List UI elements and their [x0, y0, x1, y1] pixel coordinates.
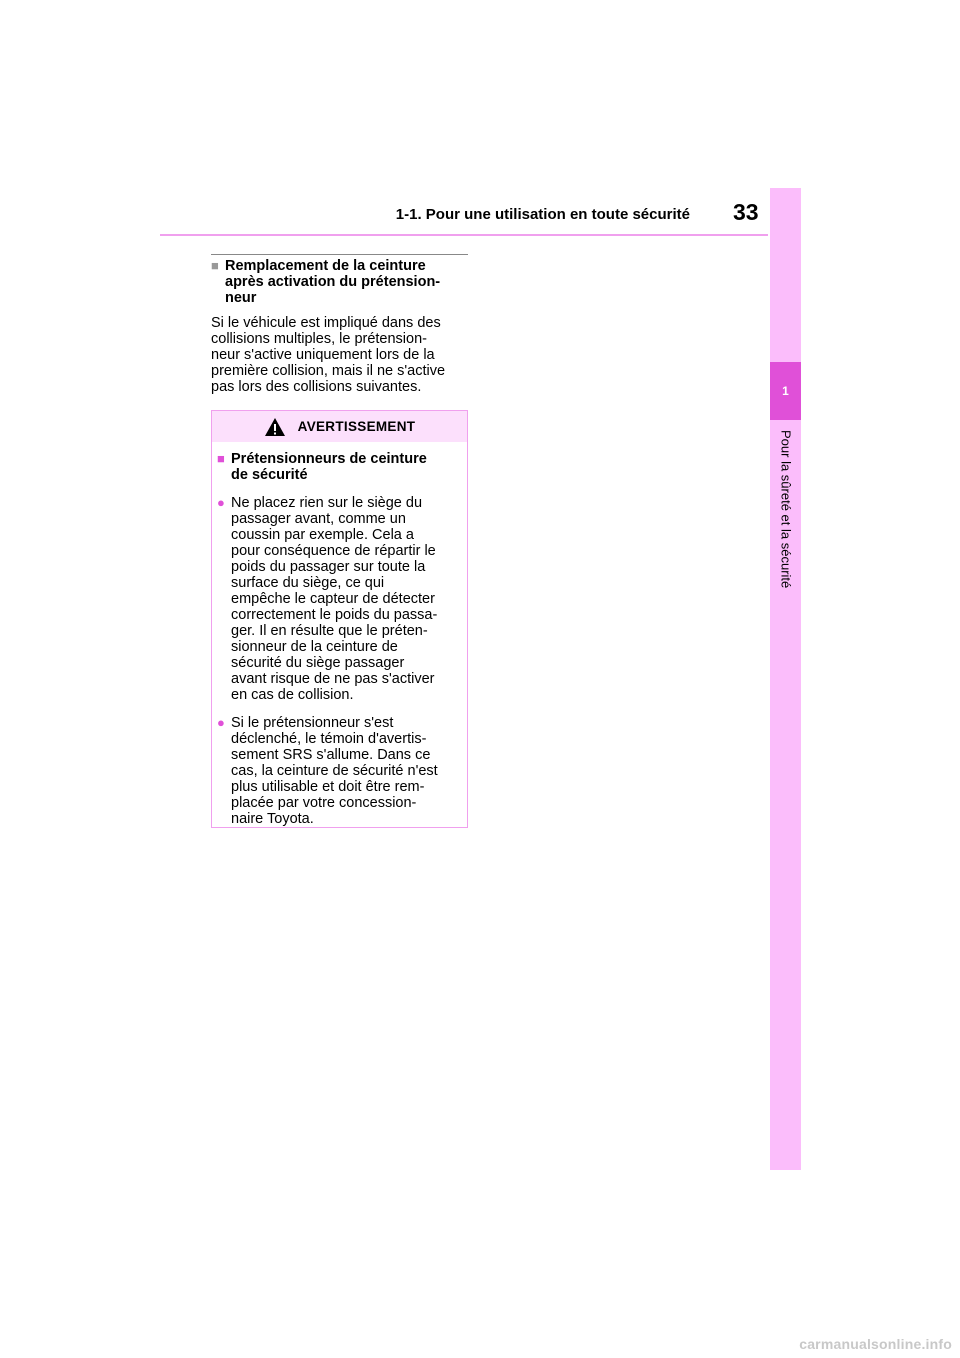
bullet-line: placée par votre concession-	[231, 795, 417, 811]
warning-triangle-icon	[264, 417, 286, 437]
bullet-line: Si le prétensionneur s'est	[231, 715, 394, 731]
subheading-line: Prétensionneurs de ceinture	[231, 451, 427, 467]
bullet-dot-icon: ●	[217, 715, 225, 730]
body-line: collisions multiples, le prétension-	[211, 331, 427, 347]
bullet-text	[231, 715, 438, 827]
bullet-line: pour conséquence de répartir le	[231, 543, 436, 559]
bullet-text	[231, 495, 437, 703]
bullet-line: ger. Il en résulte que le préten-	[231, 623, 428, 639]
chapter-number-badge: 1	[770, 362, 801, 420]
bullet-line: avant risque de ne pas s'activer	[231, 671, 435, 687]
chapter-title-vertical: Pour la sûreté et la sécurité	[778, 430, 794, 589]
bullet-line: en cas de collision.	[231, 687, 354, 703]
heading-line: après activation du prétension-	[225, 274, 441, 290]
heading-line: Remplacement de la ceinture	[225, 258, 426, 274]
warning-subheading	[217, 451, 462, 483]
subheading-line: de sécurité	[231, 467, 308, 483]
bullet-line: sécurité du siège passager	[231, 655, 405, 671]
section-divider	[211, 254, 468, 255]
body-line: neur s'active uniquement lors de la	[211, 347, 435, 363]
square-bullet-icon: ■	[217, 451, 225, 466]
bullet-line: Ne placez rien sur le siège du	[231, 495, 423, 511]
section-heading	[211, 258, 471, 306]
warning-header	[212, 411, 467, 442]
bullet-line: empêche le capteur de détecter	[231, 591, 435, 607]
bullet-line: surface du siège, ce qui	[231, 575, 385, 591]
warning-bullet-item	[217, 715, 462, 827]
warning-subheading-text	[231, 451, 427, 483]
bullet-line: déclenché, le témoin d'avertis-	[231, 731, 427, 747]
square-bullet-icon: ■	[211, 258, 219, 273]
heading-line: neur	[225, 290, 257, 306]
warning-box	[211, 410, 468, 828]
bullet-line: plus utilisable et doit être rem-	[231, 779, 425, 795]
body-line: pas lors des collisions suivantes.	[211, 379, 422, 395]
bullet-line: naire Toyota.	[231, 811, 314, 827]
section-heading-text	[225, 258, 440, 306]
page-number: 33	[733, 199, 759, 225]
warning-title: AVERTISSEMENT	[297, 419, 416, 434]
bullet-line: correctement le poids du passa-	[231, 607, 438, 623]
section-body	[211, 315, 471, 395]
bullet-line: coussin par exemple. Cela a	[231, 527, 414, 543]
bullet-line: cas, la ceinture de sécurité n'est	[231, 763, 438, 779]
body-line: Si le véhicule est impliqué dans des	[211, 315, 441, 331]
warning-bullet-item	[217, 495, 462, 703]
warning-body	[212, 442, 467, 827]
bullet-line: sionneur de la ceinture de	[231, 639, 398, 655]
header-divider	[160, 234, 768, 236]
bullet-line: poids du passager sur toute la	[231, 559, 426, 575]
page-header-title: 1-1. Pour une utilisation en toute sécurité	[395, 206, 690, 223]
bullet-dot-icon: ●	[217, 495, 225, 510]
bullet-line: sement SRS s'allume. Dans ce	[231, 747, 431, 763]
bullet-line: passager avant, comme un	[231, 511, 406, 527]
chapter-side-tab	[770, 188, 801, 1170]
body-line: première collision, mais il ne s'active	[211, 363, 446, 379]
footer-watermark: carmanualsonline.info	[799, 1336, 952, 1352]
section-replacement	[211, 258, 471, 395]
